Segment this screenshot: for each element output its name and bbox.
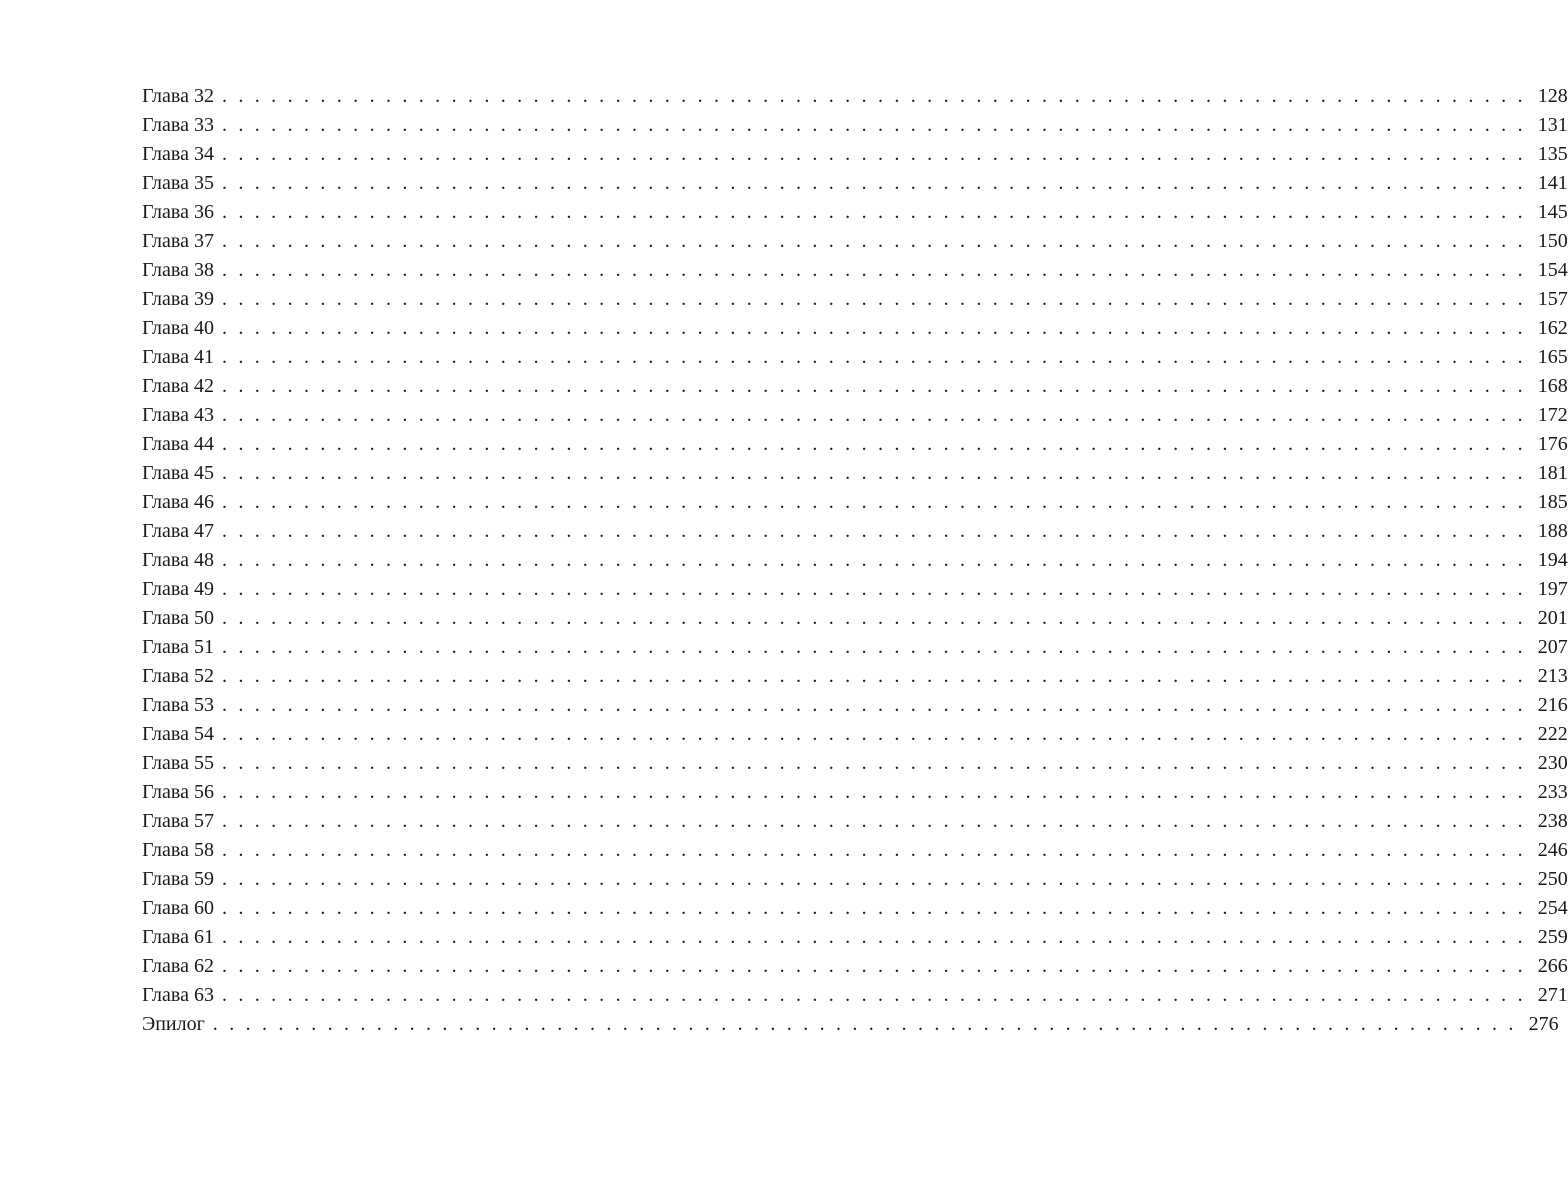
toc-entry <box>142 778 1568 807</box>
toc-entry-page-number: 141 <box>1537 172 1568 194</box>
toc-entry-title: Глава 53 <box>142 694 214 716</box>
toc-entry-title: Глава 46 <box>142 491 214 513</box>
toc-entry-title: Глава 49 <box>142 578 214 600</box>
toc-entry-title: Глава 63 <box>142 984 214 1006</box>
toc-entry-title: Глава 37 <box>142 230 214 252</box>
toc-entry-title: Глава 32 <box>142 85 214 107</box>
toc-entry-page-number: 197 <box>1537 578 1568 600</box>
toc-entry <box>142 865 1568 894</box>
dot-leader: . . . . . . . . . . . . . . . . . . . . . . . . . . . . . . . . . . . . . . . . . . . . . . . . . . . . . . . . . . . . . . . . . . . . . . . . . . . . . . . . <box>221 230 1526 252</box>
dot-leader: . . . . . . . . . . . . . . . . . . . . . . . . . . . . . . . . . . . . . . . . . . . . . . . . . . . . . . . . . . . . . . . . . . . . . . . . . . . . . . . . <box>221 926 1526 948</box>
toc-entry-page-number: 194 <box>1537 549 1568 571</box>
toc-entry-page-number: 128 <box>1537 85 1568 107</box>
toc-entry-title: Глава 57 <box>142 810 214 832</box>
toc-entry <box>142 1010 1559 1039</box>
toc-entry <box>142 372 1568 401</box>
toc-entry-page-number: 233 <box>1537 781 1568 803</box>
toc-entry <box>142 430 1568 459</box>
toc-entry-page-number: 213 <box>1537 665 1568 687</box>
toc-entry-page-number: 271 <box>1537 984 1568 1006</box>
toc-entry <box>142 807 1568 836</box>
toc-entry <box>142 256 1568 285</box>
toc-entry-page-number: 266 <box>1537 955 1568 977</box>
dot-leader: . . . . . . . . . . . . . . . . . . . . . . . . . . . . . . . . . . . . . . . . . . . . . . . . . . . . . . . . . . . . . . . . . . . . . . . . . . . . . . . . <box>221 317 1526 339</box>
toc-entry <box>142 836 1568 865</box>
dot-leader: . . . . . . . . . . . . . . . . . . . . . . . . . . . . . . . . . . . . . . . . . . . . . . . . . . . . . . . . . . . . . . . . . . . . . . . . . . . . . . . . <box>212 1013 1517 1035</box>
table-of-contents <box>142 82 1568 1039</box>
toc-entry-title: Глава 55 <box>142 752 214 774</box>
toc-entry-page-number: 207 <box>1537 636 1568 658</box>
toc-entry-title: Глава 42 <box>142 375 214 397</box>
toc-entry-title: Глава 47 <box>142 520 214 542</box>
toc-entry-title: Глава 33 <box>142 114 214 136</box>
dot-leader: . . . . . . . . . . . . . . . . . . . . . . . . . . . . . . . . . . . . . . . . . . . . . . . . . . . . . . . . . . . . . . . . . . . . . . . . . . . . . . . . <box>221 549 1526 571</box>
dot-leader: . . . . . . . . . . . . . . . . . . . . . . . . . . . . . . . . . . . . . . . . . . . . . . . . . . . . . . . . . . . . . . . . . . . . . . . . . . . . . . . . <box>221 955 1526 977</box>
toc-entry-page-number: 238 <box>1537 810 1568 832</box>
toc-entry <box>142 343 1568 372</box>
dot-leader: . . . . . . . . . . . . . . . . . . . . . . . . . . . . . . . . . . . . . . . . . . . . . . . . . . . . . . . . . . . . . . . . . . . . . . . . . . . . . . . . <box>221 984 1526 1006</box>
toc-entry <box>142 546 1568 575</box>
dot-leader: . . . . . . . . . . . . . . . . . . . . . . . . . . . . . . . . . . . . . . . . . . . . . . . . . . . . . . . . . . . . . . . . . . . . . . . . . . . . . . . . <box>221 607 1526 629</box>
toc-entry <box>142 314 1568 343</box>
dot-leader: . . . . . . . . . . . . . . . . . . . . . . . . . . . . . . . . . . . . . . . . . . . . . . . . . . . . . . . . . . . . . . . . . . . . . . . . . . . . . . . . <box>221 897 1526 919</box>
toc-entry-page-number: 250 <box>1537 868 1568 890</box>
toc-entry <box>142 981 1568 1010</box>
toc-entry-page-number: 259 <box>1537 926 1568 948</box>
toc-entry-page-number: 216 <box>1537 694 1568 716</box>
toc-entry <box>142 82 1568 111</box>
dot-leader: . . . . . . . . . . . . . . . . . . . . . . . . . . . . . . . . . . . . . . . . . . . . . . . . . . . . . . . . . . . . . . . . . . . . . . . . . . . . . . . . <box>221 839 1526 861</box>
dot-leader: . . . . . . . . . . . . . . . . . . . . . . . . . . . . . . . . . . . . . . . . . . . . . . . . . . . . . . . . . . . . . . . . . . . . . . . . . . . . . . . . <box>221 259 1526 281</box>
toc-entry-page-number: 172 <box>1537 404 1568 426</box>
toc-entry <box>142 198 1568 227</box>
toc-entry-title: Глава 51 <box>142 636 214 658</box>
toc-entry-title: Эпилог <box>142 1013 205 1035</box>
dot-leader: . . . . . . . . . . . . . . . . . . . . . . . . . . . . . . . . . . . . . . . . . . . . . . . . . . . . . . . . . . . . . . . . . . . . . . . . . . . . . . . . <box>221 404 1526 426</box>
toc-entry <box>142 517 1568 546</box>
toc-entry-title: Глава 50 <box>142 607 214 629</box>
toc-entry-title: Глава 44 <box>142 433 214 455</box>
toc-entry <box>142 691 1568 720</box>
toc-entry <box>142 227 1568 256</box>
dot-leader: . . . . . . . . . . . . . . . . . . . . . . . . . . . . . . . . . . . . . . . . . . . . . . . . . . . . . . . . . . . . . . . . . . . . . . . . . . . . . . . . <box>221 85 1526 107</box>
toc-entry-page-number: 157 <box>1537 288 1568 310</box>
dot-leader: . . . . . . . . . . . . . . . . . . . . . . . . . . . . . . . . . . . . . . . . . . . . . . . . . . . . . . . . . . . . . . . . . . . . . . . . . . . . . . . . <box>221 636 1526 658</box>
toc-entry-title: Глава 45 <box>142 462 214 484</box>
toc-entry-page-number: 176 <box>1537 433 1568 455</box>
dot-leader: . . . . . . . . . . . . . . . . . . . . . . . . . . . . . . . . . . . . . . . . . . . . . . . . . . . . . . . . . . . . . . . . . . . . . . . . . . . . . . . . <box>221 810 1526 832</box>
dot-leader: . . . . . . . . . . . . . . . . . . . . . . . . . . . . . . . . . . . . . . . . . . . . . . . . . . . . . . . . . . . . . . . . . . . . . . . . . . . . . . . . <box>221 201 1526 223</box>
toc-entry-title: Глава 41 <box>142 346 214 368</box>
toc-entry <box>142 923 1568 952</box>
dot-leader: . . . . . . . . . . . . . . . . . . . . . . . . . . . . . . . . . . . . . . . . . . . . . . . . . . . . . . . . . . . . . . . . . . . . . . . . . . . . . . . . <box>221 172 1526 194</box>
toc-entry-page-number: 254 <box>1537 897 1568 919</box>
toc-entry-page-number: 162 <box>1537 317 1568 339</box>
toc-entry-page-number: 246 <box>1537 839 1568 861</box>
toc-entry-title: Глава 60 <box>142 897 214 919</box>
toc-entry-title: Глава 39 <box>142 288 214 310</box>
dot-leader: . . . . . . . . . . . . . . . . . . . . . . . . . . . . . . . . . . . . . . . . . . . . . . . . . . . . . . . . . . . . . . . . . . . . . . . . . . . . . . . . <box>221 694 1526 716</box>
toc-entry <box>142 894 1568 923</box>
toc-entry-page-number: 201 <box>1537 607 1568 629</box>
dot-leader: . . . . . . . . . . . . . . . . . . . . . . . . . . . . . . . . . . . . . . . . . . . . . . . . . . . . . . . . . . . . . . . . . . . . . . . . . . . . . . . . <box>221 520 1526 542</box>
toc-entry-page-number: 230 <box>1537 752 1568 774</box>
dot-leader: . . . . . . . . . . . . . . . . . . . . . . . . . . . . . . . . . . . . . . . . . . . . . . . . . . . . . . . . . . . . . . . . . . . . . . . . . . . . . . . . <box>221 433 1526 455</box>
dot-leader: . . . . . . . . . . . . . . . . . . . . . . . . . . . . . . . . . . . . . . . . . . . . . . . . . . . . . . . . . . . . . . . . . . . . . . . . . . . . . . . . <box>221 752 1526 774</box>
toc-entry-title: Глава 56 <box>142 781 214 803</box>
dot-leader: . . . . . . . . . . . . . . . . . . . . . . . . . . . . . . . . . . . . . . . . . . . . . . . . . . . . . . . . . . . . . . . . . . . . . . . . . . . . . . . . <box>221 491 1526 513</box>
toc-entry-page-number: 165 <box>1537 346 1568 368</box>
toc-entry-page-number: 188 <box>1537 520 1568 542</box>
toc-entry-page-number: 185 <box>1537 491 1568 513</box>
toc-entry-title: Глава 35 <box>142 172 214 194</box>
toc-entry-page-number: 145 <box>1537 201 1568 223</box>
toc-entry-title: Глава 54 <box>142 723 214 745</box>
toc-entry <box>142 575 1568 604</box>
dot-leader: . . . . . . . . . . . . . . . . . . . . . . . . . . . . . . . . . . . . . . . . . . . . . . . . . . . . . . . . . . . . . . . . . . . . . . . . . . . . . . . . <box>221 346 1526 368</box>
toc-entry <box>142 604 1568 633</box>
toc-entry <box>142 459 1568 488</box>
toc-entry-page-number: 276 <box>1528 1013 1559 1035</box>
dot-leader: . . . . . . . . . . . . . . . . . . . . . . . . . . . . . . . . . . . . . . . . . . . . . . . . . . . . . . . . . . . . . . . . . . . . . . . . . . . . . . . . <box>221 868 1526 890</box>
toc-entry <box>142 285 1568 314</box>
toc-entry <box>142 111 1568 140</box>
toc-entry-page-number: 168 <box>1537 375 1568 397</box>
toc-entry <box>142 401 1568 430</box>
toc-entry <box>142 633 1568 662</box>
toc-entry-title: Глава 38 <box>142 259 214 281</box>
dot-leader: . . . . . . . . . . . . . . . . . . . . . . . . . . . . . . . . . . . . . . . . . . . . . . . . . . . . . . . . . . . . . . . . . . . . . . . . . . . . . . . . <box>221 375 1526 397</box>
dot-leader: . . . . . . . . . . . . . . . . . . . . . . . . . . . . . . . . . . . . . . . . . . . . . . . . . . . . . . . . . . . . . . . . . . . . . . . . . . . . . . . . <box>221 781 1526 803</box>
toc-entry-title: Глава 48 <box>142 549 214 571</box>
toc-entry-title: Глава 40 <box>142 317 214 339</box>
dot-leader: . . . . . . . . . . . . . . . . . . . . . . . . . . . . . . . . . . . . . . . . . . . . . . . . . . . . . . . . . . . . . . . . . . . . . . . . . . . . . . . . <box>221 114 1526 136</box>
dot-leader: . . . . . . . . . . . . . . . . . . . . . . . . . . . . . . . . . . . . . . . . . . . . . . . . . . . . . . . . . . . . . . . . . . . . . . . . . . . . . . . . <box>221 665 1526 687</box>
toc-entry-page-number: 154 <box>1537 259 1568 281</box>
toc-entry-page-number: 135 <box>1537 143 1568 165</box>
toc-entry-page-number: 181 <box>1537 462 1568 484</box>
dot-leader: . . . . . . . . . . . . . . . . . . . . . . . . . . . . . . . . . . . . . . . . . . . . . . . . . . . . . . . . . . . . . . . . . . . . . . . . . . . . . . . . <box>221 143 1526 165</box>
toc-entry-title: Глава 62 <box>142 955 214 977</box>
toc-entry <box>142 749 1568 778</box>
toc-entry-title: Глава 36 <box>142 201 214 223</box>
dot-leader: . . . . . . . . . . . . . . . . . . . . . . . . . . . . . . . . . . . . . . . . . . . . . . . . . . . . . . . . . . . . . . . . . . . . . . . . . . . . . . . . <box>221 578 1526 600</box>
dot-leader: . . . . . . . . . . . . . . . . . . . . . . . . . . . . . . . . . . . . . . . . . . . . . . . . . . . . . . . . . . . . . . . . . . . . . . . . . . . . . . . . <box>221 288 1526 310</box>
toc-entry-page-number: 222 <box>1537 723 1568 745</box>
toc-entry-title: Глава 58 <box>142 839 214 861</box>
toc-entry-page-number: 131 <box>1537 114 1568 136</box>
toc-entry <box>142 488 1568 517</box>
toc-entry <box>142 140 1568 169</box>
toc-entry <box>142 169 1568 198</box>
dot-leader: . . . . . . . . . . . . . . . . . . . . . . . . . . . . . . . . . . . . . . . . . . . . . . . . . . . . . . . . . . . . . . . . . . . . . . . . . . . . . . . . <box>221 723 1526 745</box>
toc-entry <box>142 662 1568 691</box>
toc-entry-title: Глава 43 <box>142 404 214 426</box>
toc-entry <box>142 720 1568 749</box>
toc-entry-title: Глава 52 <box>142 665 214 687</box>
toc-entry-title: Глава 34 <box>142 143 214 165</box>
dot-leader: . . . . . . . . . . . . . . . . . . . . . . . . . . . . . . . . . . . . . . . . . . . . . . . . . . . . . . . . . . . . . . . . . . . . . . . . . . . . . . . . <box>221 462 1526 484</box>
toc-entry-title: Глава 61 <box>142 926 214 948</box>
toc-entry-page-number: 150 <box>1537 230 1568 252</box>
toc-entry <box>142 952 1568 981</box>
toc-entry-title: Глава 59 <box>142 868 214 890</box>
